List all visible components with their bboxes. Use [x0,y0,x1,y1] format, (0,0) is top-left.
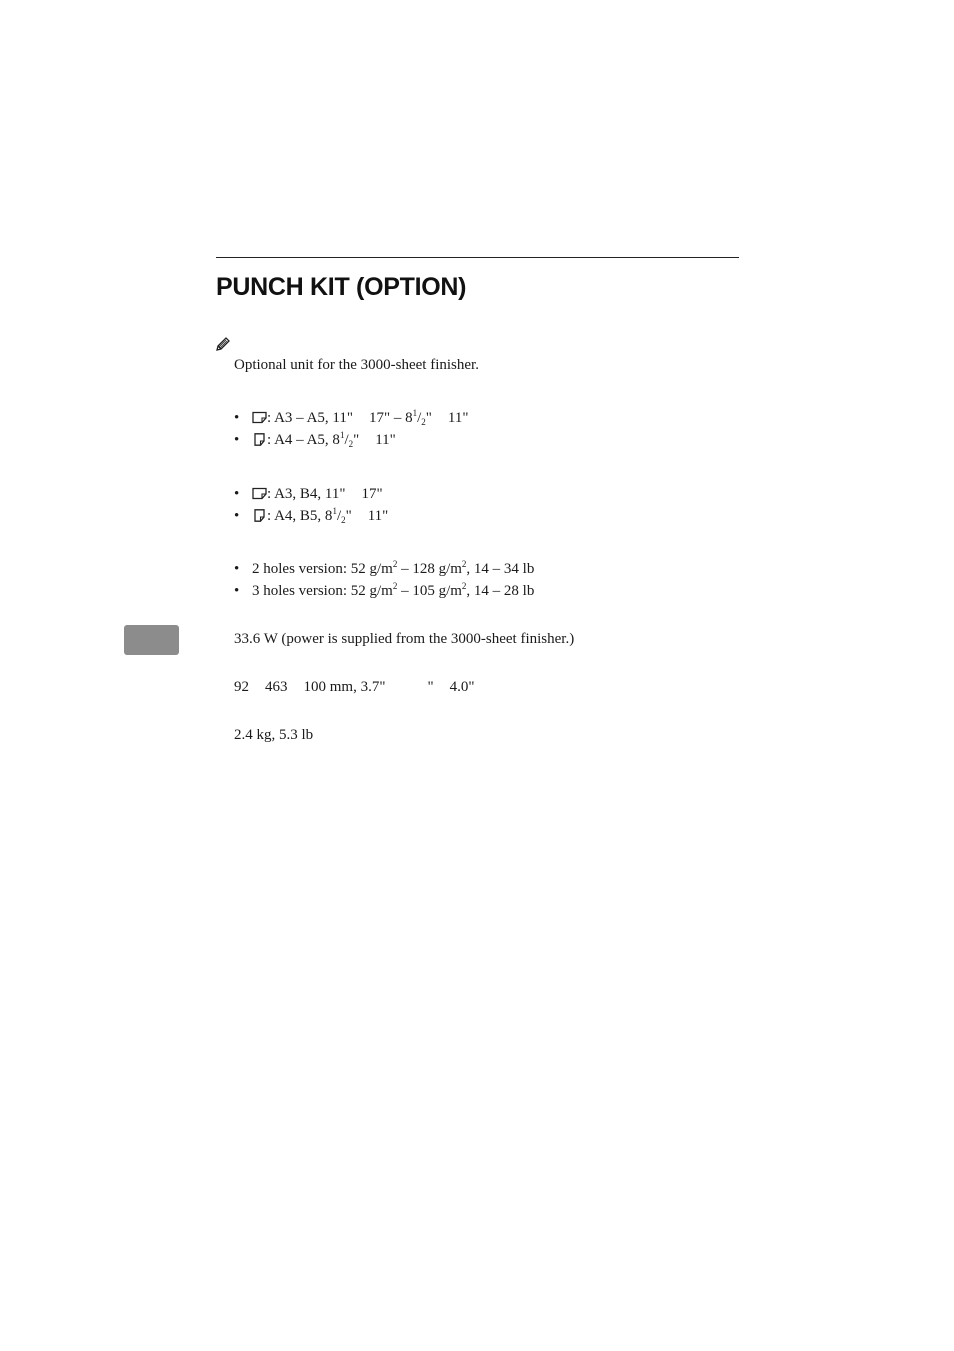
chapter-tab [124,625,179,655]
paper-portrait-icon [252,433,267,446]
paper-weight-row: 2 holes version: 52 $g/m^2 - 128$ $g/m^2$, 14 – 34 lb [252,559,535,577]
list-item: • [234,583,240,599]
page-title: PUNCH KIT (OPTION) [216,273,467,301]
paper-size-row: : A4, B5, $8^1/_2$" 11" [252,507,388,525]
weight-value: 2.4 kg, 5.3 lb [234,727,314,743]
list-item: • [234,432,240,448]
paper-size-row: : A3, B4, 11" 17" [252,485,383,503]
paper-size-row: : A4 – A5, $8^1/_2$" 11" [252,431,396,449]
list-item: • [234,410,240,426]
list-item: • [234,508,240,524]
paper-portrait-icon [252,509,267,522]
note-text: Optional unit for the 3000-sheet finisher. [234,357,479,373]
paper-landscape-icon [252,411,267,424]
pencil-note-icon [215,336,231,352]
power-consumption: 33.6 W (power is supplied from the 3000-sheet finisher.) [234,631,575,647]
title-rule [216,257,739,258]
paper-landscape-icon [252,487,267,500]
paper-weight-row: 3 holes version: 52 $g/m^2 - 105$ $g/m^2$, 14 – 28 lb [252,581,535,599]
list-item: • [234,561,240,577]
dimensions-row: 92 463 100 mm, 3.7" " 4.0" [234,679,475,695]
paper-size-row: : A3 – A5, 11" 17" – $8^1/_2$" 11" [252,409,469,427]
list-item: • [234,486,240,502]
